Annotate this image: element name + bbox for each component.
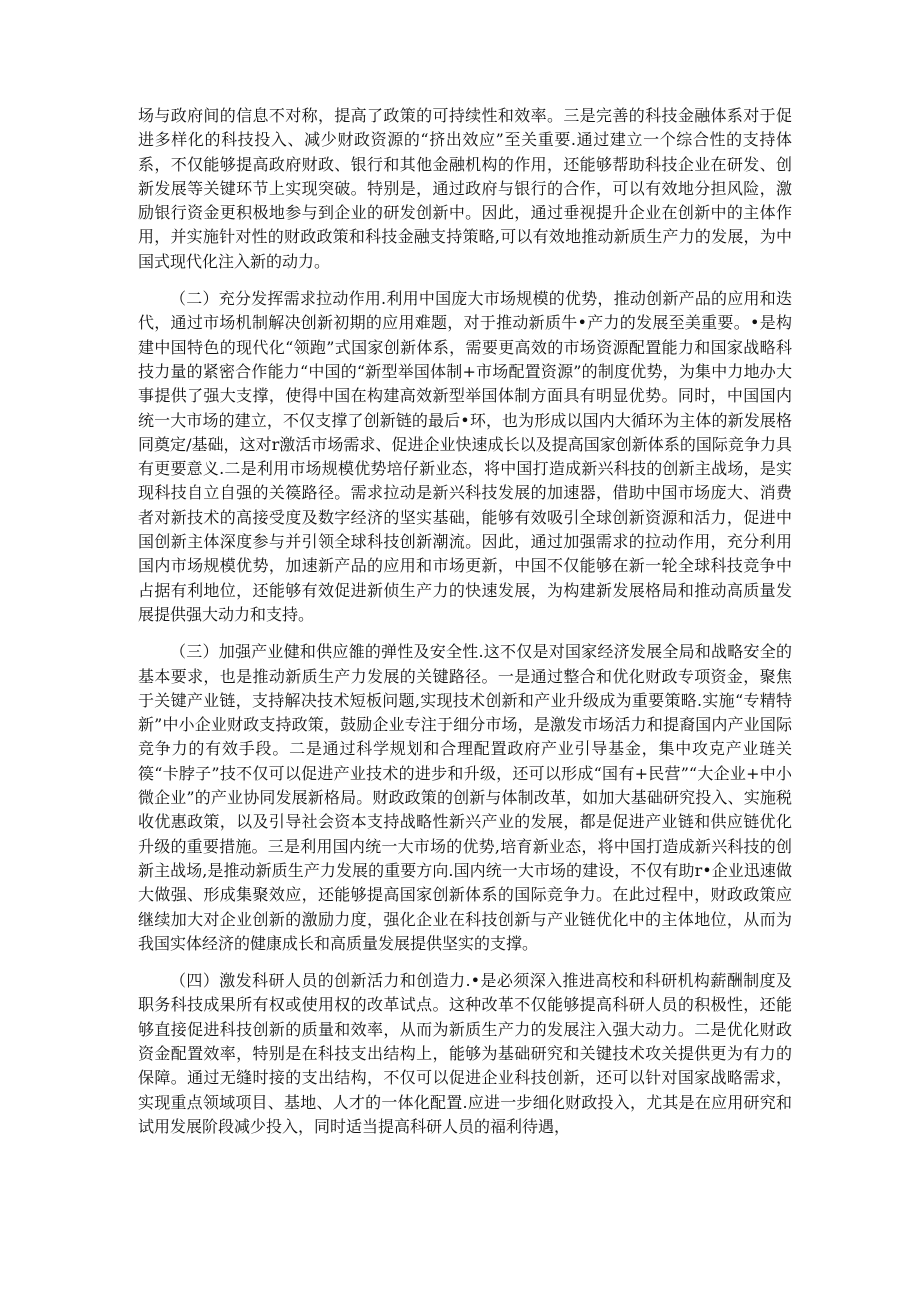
paragraph-continuation: 场与政府间的信息不对称，提高了政策的可持续性和效率。三是完善的科技金融体系对于促进多样化的科技投入、减少财政资源的“挤出效应”至关重要.通过建立一个综合性的支持体系，不仅能够提高政府财政、银行和其他金融机构的作用，还能够帮助科技企业在研发、创新发展等关键环节上实现突破。特别是，通过政府与银行的合作，可以有效地分担风险，激励银行资金更积极地参与到企业的研发创新中。因此，通过垂视提升企业在创新中的主体作用，并实施针对性的财政政策和科技金融支持策略,可以有效地推动新质生产力的发展，为中国式现代化注入新的动力。 — [138, 106, 792, 271]
paragraph-section-4: （四）激发科研人员的创新活力和创造力.•是必须深入推进高校和科研机构薪酬制度及职务科技成果所有权或使用权的改革试点。这种改革不仅能够提高科研人员的积极性，还能够直接促进科技创新的质量和效率，从而为新质生产力的发展注入强大动力。二是优化财政资金配置效率，特别是在科技支出结构上，能够为基础研究和关键技术攻关提供更为有力的保障。通过无缝时接的支出结构，不仅可以促进企业科技创新，还可以针对国家战略需求，实现重点领域项目、基地、人才的一体化配置.应进一步细化财政投入，尤其是在应用研究和试用发展阶段减少投入，同时适当提高科研人员的福利待遇， — [138, 971, 792, 1136]
document-body — [138, 104, 792, 1139]
paragraph-section-3: （三）加强产业健和供应雒的弹性及安全性.这不仅是对国家经济发展全局和战略安全的基本要求，也是推动新质生产力发展的关键路径。一是通过整合和优化财政专项资金，聚焦于关键产业链，支持解决技术短板问题,实现技术创新和产业升级成为重要策略.实施“专精特新”中小企业财政支持政策，鼓励企业专注于细分市场，是激发市场活力和提裔国内产业国际竞争力的有效手段。二是通过科学规划和合理配置政府产业引导基金，集中攻克产业琏关篌“卡脖子”技不仅可以促进产业技术的进步和升级，还可以形成“国有+民营”“大企业+中小微企业”的产业协同发展新格局。财政政策的创新与体制改革，如加大基础研究投入、实施税收优惠政策，以及引导社会资本支持战略性新兴产业的发展，都是促进产业链和供应链优化升级的重要措施。三是利用国内统一大市场的优势,培育新业态，将中国打造成新兴科技的创新主战场,是推动新质生产力发展的重要方向.国内统一大市场的建设，不仅有助r•企业迅速做大做强、形成集聚效应，还能够提高国家创新体系的国际竞争力。在此过程中，财政政策应继续加大对企业创新的激励力度，强化企业在科技创新与产业链优化中的主体地位，从而为我国实体经济的健康成长和高质量发展提供坚实的支撑。 — [138, 642, 792, 953]
paragraph-section-2: （二）充分发挥需求拉动作用.利用中国庞大市场规模的优势，推动创新产品的应用和迭代，通过市场机制解决创新初期的应用难题，对于推动新质牛•产力的发展至美重要。•是构建中国特色的现代化“领跑”式国家创新体系，需要更高效的市场资源配置能力和国家战略科技力量的紧密合作能力“中国的“新型举国体制+市场配置资源”的制度优势，为集中力地办大事提供了强大支撑，使得中国在构建高效新型举国体制方面具有明显优势。同时，中国国内统一大市场的建立，不仅支撑了创新链的最后•环，也为形成以国内大循环为主体的新发展格同奠定/基础，这对r激活市场需求、促进企业快速成长以及提高国家创新体系的国际竞争力具有更要意义.二是利用市场规模优势培仔新业态，将中国打造成新兴科技的创新主战场，是实现科技自立自强的关篌路径。需求拉动是新兴科技发展的加速器，借助中国市场庞大、消费者对新技术的高接受度及数字经济的坚实基础，能够有效吸引全球创新资源和活力，促进中国创新主体深度参与并引领全球科技创新潮流。因此，通过加强需求的拉动作用，充分利用国内市场规模优势，加速新产品的应用和市场更新，中国不仅能够在新一轮全球科技竞争中占据有利地位，还能够有效促进新侦生产力的快速发展，为构建新发展格局和推动高质量发展提供强大动力和支持。 — [138, 289, 792, 624]
